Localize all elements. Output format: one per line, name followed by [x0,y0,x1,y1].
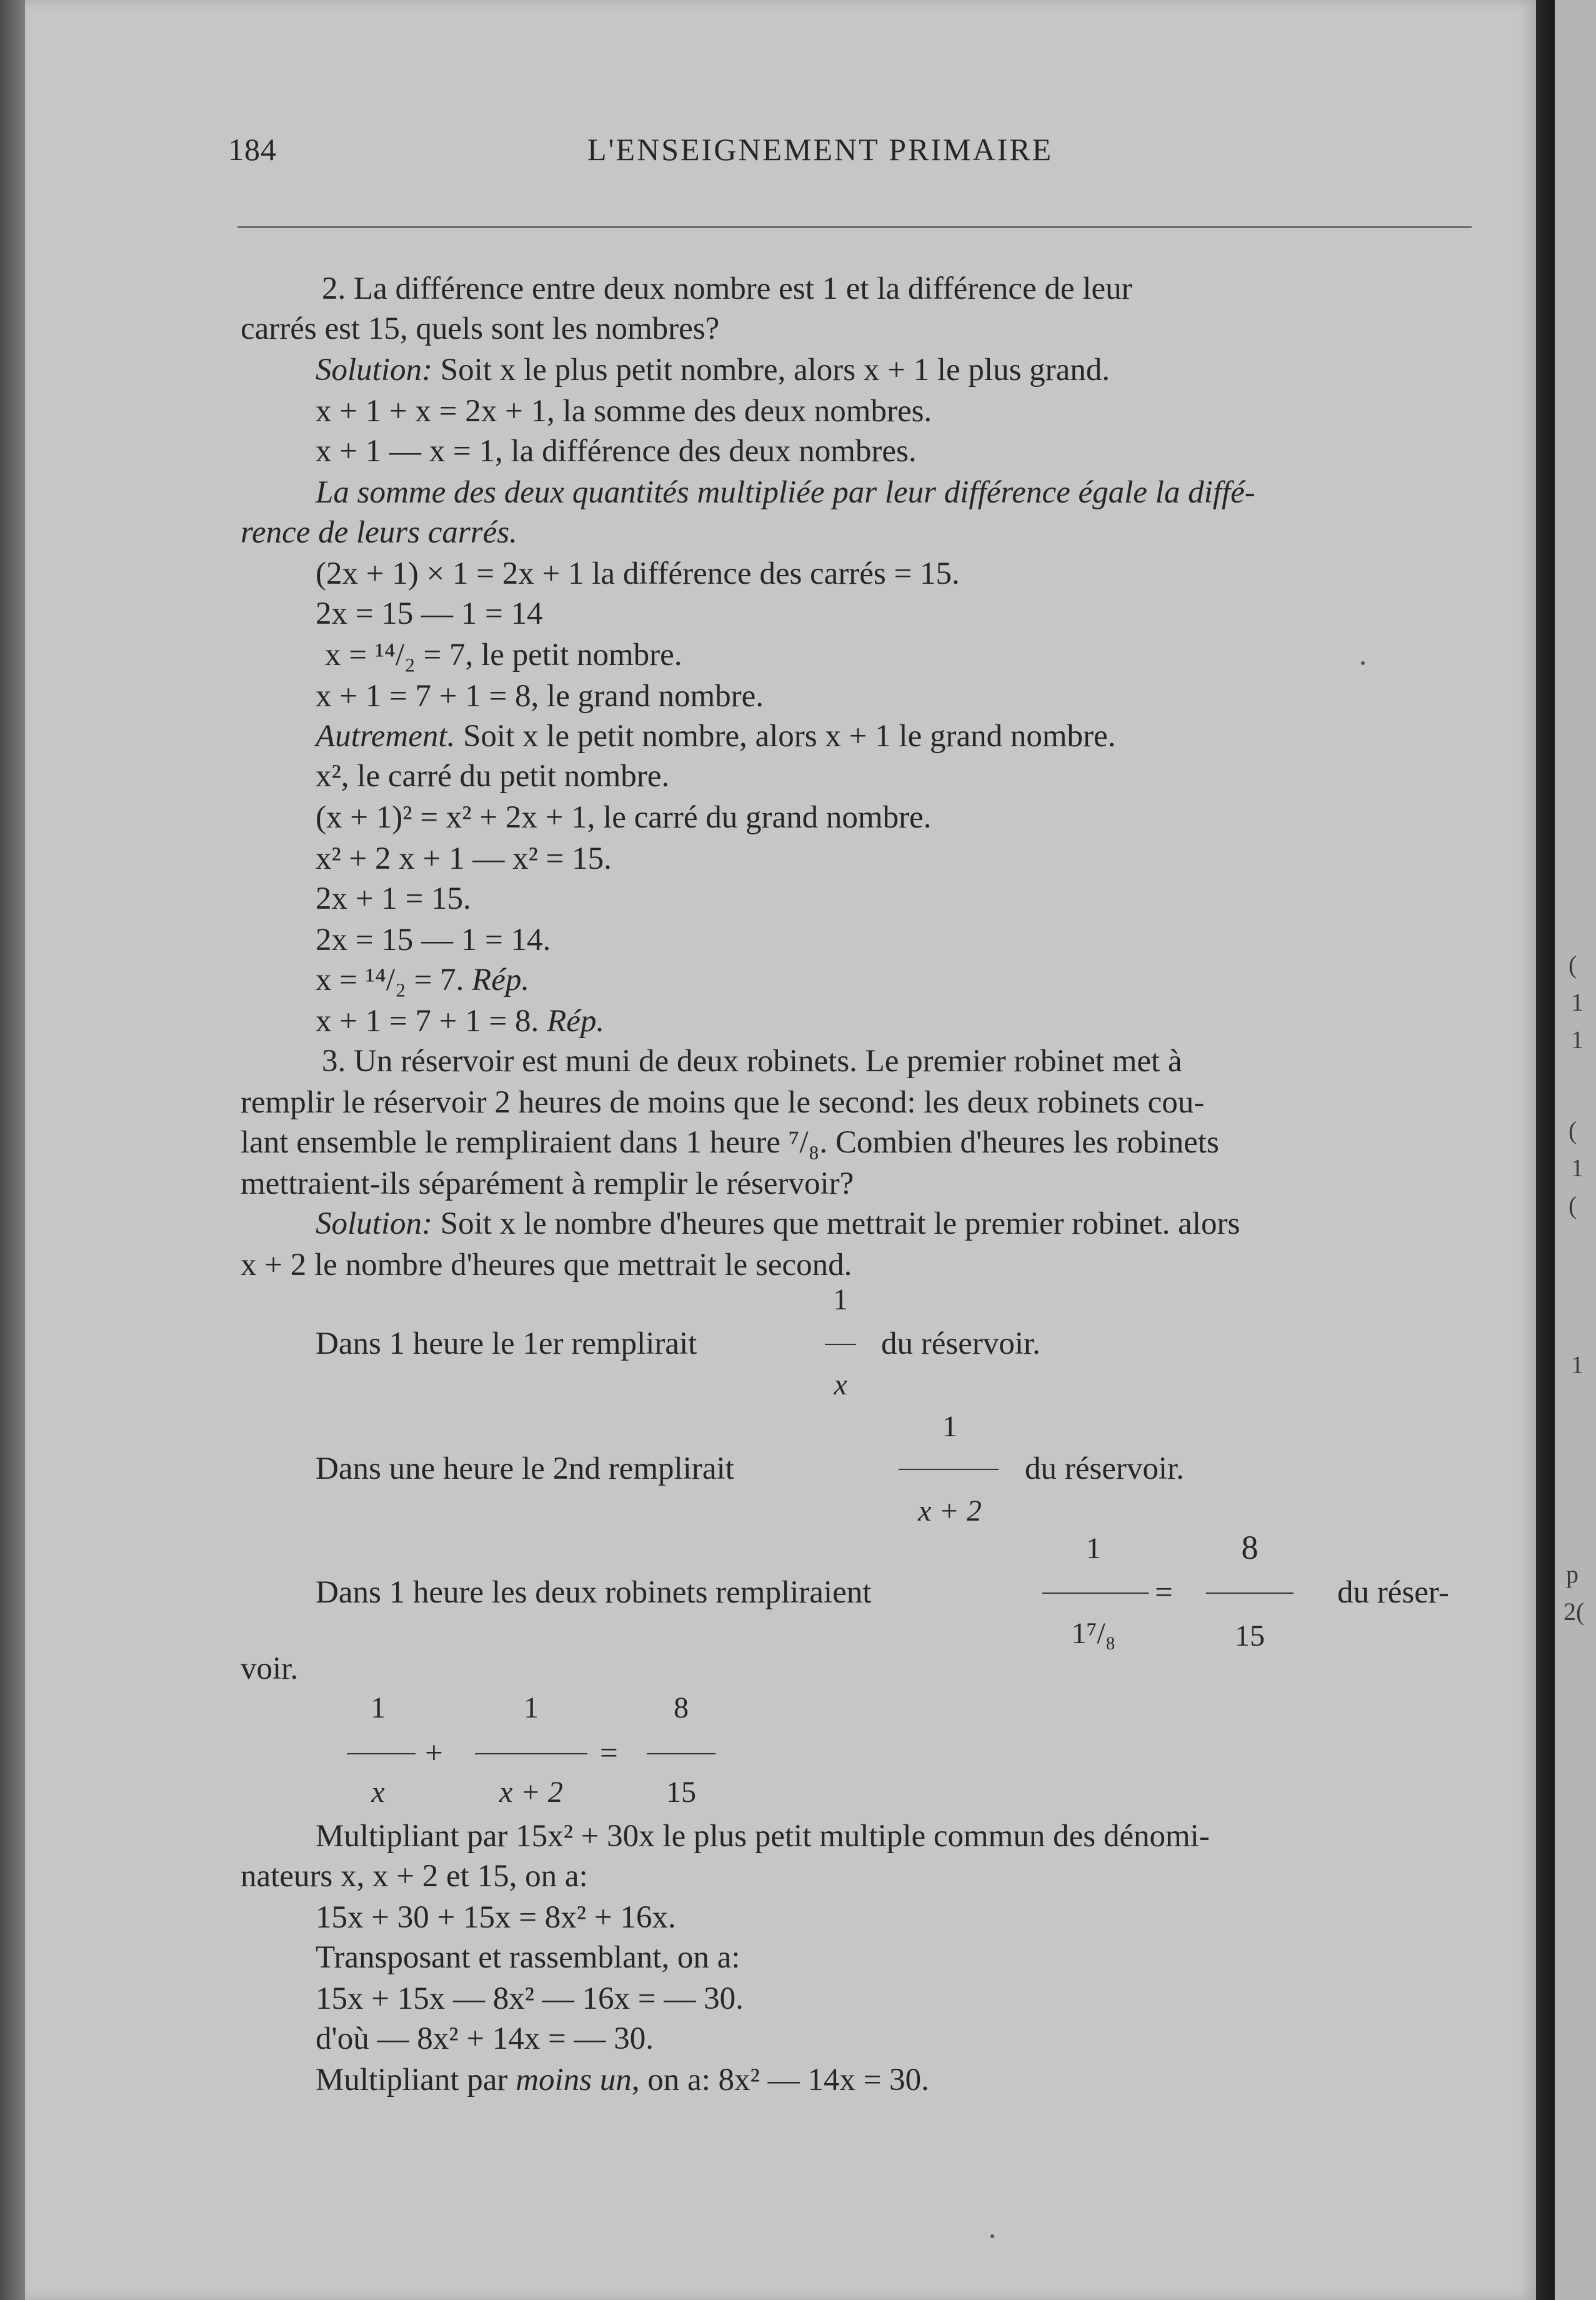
square-small-line: x², le carré du petit nombre. [316,759,670,794]
equation-numerator-1: 1 [371,1691,386,1724]
equation-equals: = [600,1736,618,1771]
equation-denominator-2: x + 2 [499,1776,563,1809]
square-large-line: (x + 1)² = x² + 2x + 1, le carré du grand nombre. [316,800,932,835]
fraction-1-text: Dans 1 heure le 1er remplirait [316,1326,697,1361]
fraction-1-bar [825,1344,856,1345]
fraction-3-continuation: voir. [241,1651,299,1686]
fraction-3-denominator-2: 15 [1235,1619,1265,1652]
equation-line-4: x + 1 = 7 + 1 = 8, le grand nombre. [316,679,764,714]
equation-line-7: 2x = 15 — 1 = 14. [316,922,551,958]
problem-3-solution-label: Solution: [316,1206,432,1241]
equation-numerator-2: 1 [524,1691,539,1724]
fraction-3-bar-2 [1206,1592,1294,1594]
transpose-line: Transposant et rassemblant, on a: [316,1940,741,1975]
fraction-2-numerator: 1 [942,1410,957,1443]
left-page-edge [0,0,25,2300]
alternative-line [316,718,1115,755]
equation-line-3: x = ¹⁴/₂ = 7, le petit nombre. [325,638,682,672]
rule-statement-line-2: rence de leurs carrés. [241,515,517,550]
rule-statement-line-1: La somme des deux quantités multipliée par leur différence égale la diffé- [316,475,1255,510]
alternative-text: Soit x le petit nombre, alors x + 1 le grand nombre. [455,719,1116,754]
equation-line-2: 2x = 15 — 1 = 14 [316,596,543,631]
running-head: L'ENSEIGNEMENT PRIMAIRE [587,132,1054,167]
difference-line: x + 1 — x = 1, la différence des deux nombres. [316,434,917,469]
answer-line-1 [316,961,529,999]
next-page-fragment: 2( [1564,1598,1585,1626]
multiply-line-2: nateurs x, x + 2 et 15, on a: [241,1859,588,1894]
fraction-2-denominator: x + 2 [918,1494,982,1528]
page-number: 184 [228,132,277,167]
next-page-fragment: 1 [1571,1351,1584,1379]
answer-1-text: x = ¹⁴/₂ = 7. [316,962,472,998]
multiply-line-3: 15x + 30 + 15x = 8x² + 16x. [316,1900,676,1935]
equation-bar-2 [475,1753,587,1754]
fraction-3-equals: = [1155,1575,1173,1610]
problem-2-line-2: carrés est 15, quels sont les nombres? [241,311,720,346]
alternative-label: Autrement. [316,719,456,754]
problem-3-solution-line [316,1205,1240,1242]
equation-bar-1 [347,1753,416,1754]
next-page-fragment: ( [1569,1191,1577,1219]
fraction-2-text: Dans une heure le 2nd remplirait [316,1451,734,1486]
ink-speck [1361,661,1365,665]
fraction-3-after: du réser- [1337,1575,1449,1610]
answer-1-label: Rép. [472,962,530,998]
next-page-fragment: ( [1569,1116,1577,1144]
problem-2-line-1: 2. La différence entre deux nombre est 1 et la différence de leur [322,271,1132,306]
whence-equation: d'où — 8x² + 14x = — 30. [316,2021,654,2056]
fraction-1-numerator: 1 [833,1283,848,1316]
fraction-1-after: du réservoir. [881,1326,1040,1361]
problem-3-line-6: x + 2 le nombre d'heures que mettrait le second. [241,1248,852,1282]
transpose-equation: 15x + 15x — 8x² — 16x = — 30. [316,1981,744,2016]
answer-line-2 [316,1002,604,1040]
problem-3-line-1: 3. Un réservoir est muni de deux robinets. Le premier robinet met à [322,1044,1182,1079]
equation-line-6: 2x + 1 = 15. [316,881,471,916]
sum-line: x + 1 + x = 2x + 1, la somme des deux nombres. [316,394,932,429]
equation-bar-3 [647,1753,716,1754]
header-rule [237,226,1472,228]
minus-one-line [316,2061,929,2099]
book-spine [1536,0,1555,2300]
minus-one-suffix: , on a: 8x² — 14x = 30. [631,2062,929,2098]
equation-line-1: (2x + 1) × 1 = 2x + 1 la différence des carrés = 15. [316,556,960,591]
equation-numerator-3: 8 [674,1691,689,1724]
problem-3-solution-text: Soit x le nombre d'heures que mettrait le premier robinet. alors [432,1206,1240,1241]
equation-denominator-1: x [371,1776,385,1809]
minus-one-emphasis: moins un [516,2062,632,2098]
problem-3-line-3: lant ensemble le rempliraient dans 1 heure ⁷/₈. Combien d'heures les robinets [241,1125,1219,1160]
equation-line-5: x² + 2 x + 1 — x² = 15. [316,841,612,876]
fraction-3-numerator-2: 8 [1241,1529,1259,1566]
fraction-3-numerator-1: 1 [1086,1532,1101,1565]
problem-3-line-4: mettraient-ils séparément à remplir le réservoir? [241,1166,854,1201]
answer-2-text: x + 1 = 7 + 1 = 8. [316,1004,547,1039]
multiply-line-1: Multipliant par 15x² + 30x le plus petit multiple commun des dénomi- [316,1819,1210,1854]
next-page-fragment: 1 [1571,1026,1584,1054]
fraction-3-denominator-1: 1⁷/₈ [1071,1617,1116,1650]
fraction-2-bar [899,1469,999,1470]
next-page-fragment: ( [1569,951,1577,979]
next-page-fragment: 1 [1571,1154,1584,1182]
solution-label: Solution: [316,352,432,388]
ink-speck [990,2234,994,2238]
solution-line [316,351,1110,389]
next-page-fragment: p [1566,1560,1579,1588]
equation-plus: + [425,1736,443,1771]
fraction-3-bar-1 [1042,1592,1149,1594]
page-header [25,131,1536,175]
book-page [25,0,1536,2300]
fraction-3-text: Dans 1 heure les deux robinets rempliraient [316,1575,872,1610]
equation-denominator-3: 15 [666,1776,696,1809]
next-page-fragment: 1 [1571,988,1584,1016]
problem-3-line-2: remplir le réservoir 2 heures de moins que le second: les deux robinets cou- [241,1085,1205,1120]
fraction-1-denominator: x [834,1368,847,1401]
next-page-edge [1555,0,1596,2300]
minus-one-prefix: Multipliant par [316,2062,516,2098]
answer-2-label: Rép. [547,1004,605,1039]
fraction-2-after: du réservoir. [1025,1451,1184,1486]
solution-text: Soit x le plus petit nombre, alors x + 1 le plus grand. [432,352,1110,388]
